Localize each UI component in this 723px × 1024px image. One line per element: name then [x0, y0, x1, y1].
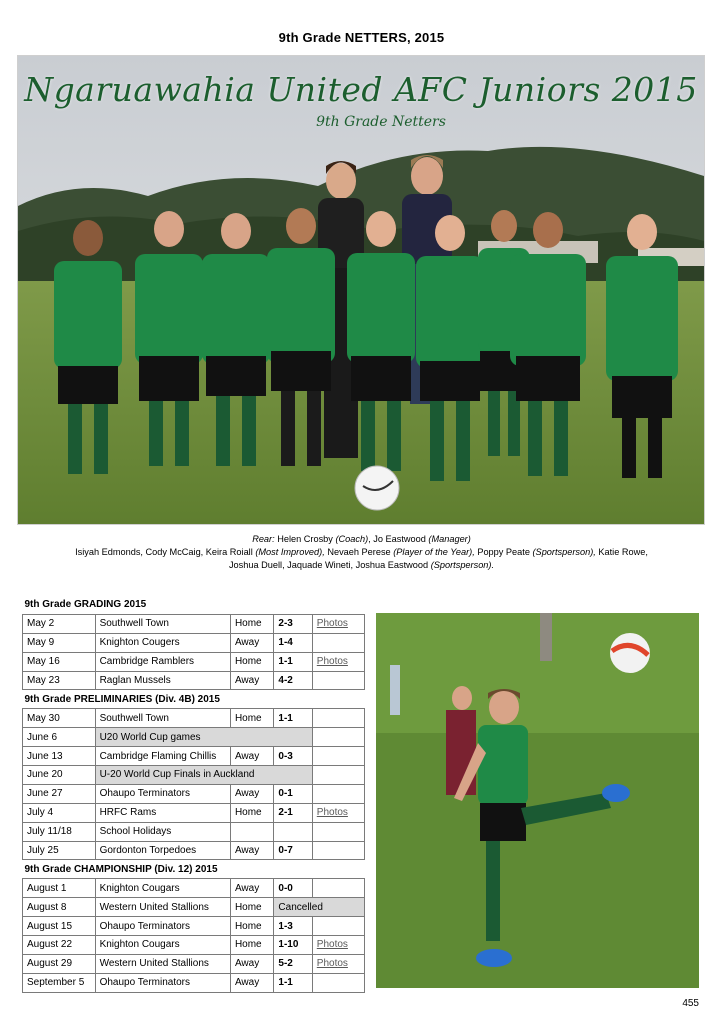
match-result: 2-3: [274, 614, 312, 633]
match-venue: Away: [230, 879, 273, 898]
match-opponent: Gordonton Torpedoes: [95, 841, 230, 860]
match-result: 0-3: [274, 747, 312, 766]
match-date: May 16: [23, 652, 96, 671]
page-number: 455: [682, 998, 699, 1009]
photos-cell: [312, 747, 364, 766]
match-venue: Home: [230, 803, 273, 822]
players-e: Joshua Duell, Jaquade Wineti, Joshua Eastwood: [228, 560, 429, 570]
match-venue: Away: [230, 973, 273, 992]
players-d: Katie Rowe,: [595, 547, 648, 557]
match-result: 4-2: [274, 671, 312, 690]
match-row: [23, 728, 365, 747]
match-note: U20 World Cup games: [95, 728, 312, 747]
match-date: August 22: [23, 936, 96, 955]
match-opponent: Ohaupo Terminators: [95, 973, 230, 992]
match-date: July 25: [23, 841, 96, 860]
match-date: August 15: [23, 917, 96, 936]
photos-cell: [312, 803, 364, 822]
photo-subtitle: 9th Grade Netters: [316, 114, 446, 130]
match-opponent: Southwell Town: [95, 709, 230, 728]
match-date: August 8: [23, 898, 96, 917]
photos-cell: [312, 671, 364, 690]
match-date: July 11/18: [23, 822, 96, 841]
award-sportsperson-2: (Sportsperson).: [430, 560, 495, 570]
page-title: 9th Grade NETTERS, 2015: [278, 30, 445, 45]
photos-cell: [312, 709, 364, 728]
match-date: June 27: [23, 784, 96, 803]
match-date: May 30: [23, 709, 96, 728]
match-venue: [230, 822, 273, 841]
match-date: June 13: [23, 747, 96, 766]
match-row: [23, 766, 365, 785]
match-result: 0-7: [274, 841, 312, 860]
match-row: [23, 671, 365, 690]
match-date: May 2: [23, 614, 96, 633]
photos-cell: [312, 784, 364, 803]
match-date: June 6: [23, 728, 96, 747]
grading-section-header: [23, 596, 365, 614]
manager-role: (Manager): [428, 534, 471, 544]
photos-cell: [312, 954, 364, 973]
photos-cell: [312, 879, 364, 898]
match-venue: Away: [230, 671, 273, 690]
match-venue: Away: [230, 841, 273, 860]
match-result: 0-0: [274, 879, 312, 898]
match-result: 1-4: [274, 633, 312, 652]
photos-cell: [312, 917, 364, 936]
photos-cell: [312, 728, 364, 747]
match-row: [23, 633, 365, 652]
match-opponent: Raglan Mussels: [95, 671, 230, 690]
award-sportsperson-1: (Sportsperson),: [532, 547, 596, 557]
schedule-table: [22, 596, 365, 993]
match-row: [23, 973, 365, 992]
action-photo-scene: [376, 613, 699, 988]
match-opponent: Ohaupo Terminators: [95, 917, 230, 936]
team-photo: [17, 55, 705, 525]
match-result: 1-1: [274, 709, 312, 728]
match-result: 1-10: [274, 936, 312, 955]
match-date: May 9: [23, 633, 96, 652]
photos-cell: [312, 841, 364, 860]
champ-section-header: [23, 860, 365, 879]
photos-cell: [312, 822, 364, 841]
match-opponent: Southwell Town: [95, 614, 230, 633]
match-result: 2-1: [274, 803, 312, 822]
match-venue: Home: [230, 614, 273, 633]
match-opponent: Knighton Cougars: [95, 879, 230, 898]
match-venue: Home: [230, 652, 273, 671]
match-row: [23, 898, 365, 917]
rear-label: Rear:: [252, 534, 275, 544]
match-opponent: HRFC Rams: [95, 803, 230, 822]
photos-link[interactable]: Photos: [316, 618, 348, 630]
match-row: [23, 841, 365, 860]
match-opponent: School Holidays: [95, 822, 230, 841]
match-result: 0-1: [274, 784, 312, 803]
match-date: August 29: [23, 954, 96, 973]
coach-role: (Coach): [335, 534, 369, 544]
match-venue: Away: [230, 784, 273, 803]
photos-cell: [312, 633, 364, 652]
section-title: 9th Grade CHAMPIONSHIP (Div. 12) 2015: [23, 860, 365, 879]
match-date: August 1: [23, 879, 96, 898]
match-note: U-20 World Cup Finals in Auckland: [95, 766, 312, 785]
match-date: May 23: [23, 671, 96, 690]
match-opponent: Western United Stallions: [95, 954, 230, 973]
manager-name: , Jo Eastwood: [368, 534, 426, 544]
match-opponent: Western United Stallions: [95, 898, 230, 917]
match-venue: Away: [230, 633, 273, 652]
caption-line-2: [20, 546, 703, 559]
photos-link[interactable]: Photos: [316, 807, 348, 819]
match-row: [23, 709, 365, 728]
match-date: June 20: [23, 766, 96, 785]
match-row: [23, 879, 365, 898]
match-opponent: Knighton Cougers: [95, 633, 230, 652]
match-venue: Home: [230, 709, 273, 728]
match-row: [23, 614, 365, 633]
photos-cell: [312, 652, 364, 671]
coach-name: Helen Crosby: [277, 534, 333, 544]
match-venue: Home: [230, 936, 273, 955]
match-row: [23, 936, 365, 955]
caption-line-1: [20, 533, 703, 546]
match-result: Cancelled: [274, 898, 365, 917]
players-c: Poppy Peate: [474, 547, 530, 557]
action-photo: [376, 613, 699, 988]
photos-link[interactable]: Photos: [316, 958, 348, 970]
players-a: Isiyah Edmonds, Cody McCaig, Keira Roiall: [75, 547, 253, 557]
match-row: [23, 784, 365, 803]
match-opponent: Cambridge Ramblers: [95, 652, 230, 671]
photos-cell: [312, 766, 364, 785]
match-row: [23, 954, 365, 973]
match-venue: Away: [230, 747, 273, 766]
match-row: [23, 822, 365, 841]
match-opponent: Ohaupo Terminators: [95, 784, 230, 803]
photo-title: Ngaruawahia United AFC Juniors 2015: [24, 70, 698, 109]
photos-link[interactable]: Photos: [316, 656, 348, 668]
match-result: 1-1: [274, 652, 312, 671]
match-opponent: Knighton Cougars: [95, 936, 230, 955]
section-title: 9th Grade GRADING 2015: [23, 596, 365, 614]
match-row: [23, 917, 365, 936]
match-row: [23, 747, 365, 766]
prelim-section-header: [23, 690, 365, 709]
match-result: [274, 822, 312, 841]
team-caption: [20, 533, 703, 572]
photos-link[interactable]: Photos: [316, 939, 348, 951]
match-result: 1-1: [274, 973, 312, 992]
match-result: 1-3: [274, 917, 312, 936]
award-most-improved: (Most Improved),: [255, 547, 325, 557]
match-row: [23, 803, 365, 822]
players-b: Nevaeh Perese: [324, 547, 391, 557]
photos-cell: [312, 614, 364, 633]
photos-cell: [312, 936, 364, 955]
match-venue: Home: [230, 898, 273, 917]
match-date: September 5: [23, 973, 96, 992]
match-row: [23, 652, 365, 671]
photos-cell: [312, 973, 364, 992]
award-player-of-year: (Player of the Year),: [393, 547, 475, 557]
section-title: 9th Grade PRELIMINARIES (Div. 4B) 2015: [23, 690, 365, 709]
match-result: 5-2: [274, 954, 312, 973]
match-venue: Home: [230, 917, 273, 936]
match-date: July 4: [23, 803, 96, 822]
match-venue: Away: [230, 954, 273, 973]
match-opponent: Cambridge Flaming Chillis: [95, 747, 230, 766]
caption-line-3: [20, 559, 703, 572]
